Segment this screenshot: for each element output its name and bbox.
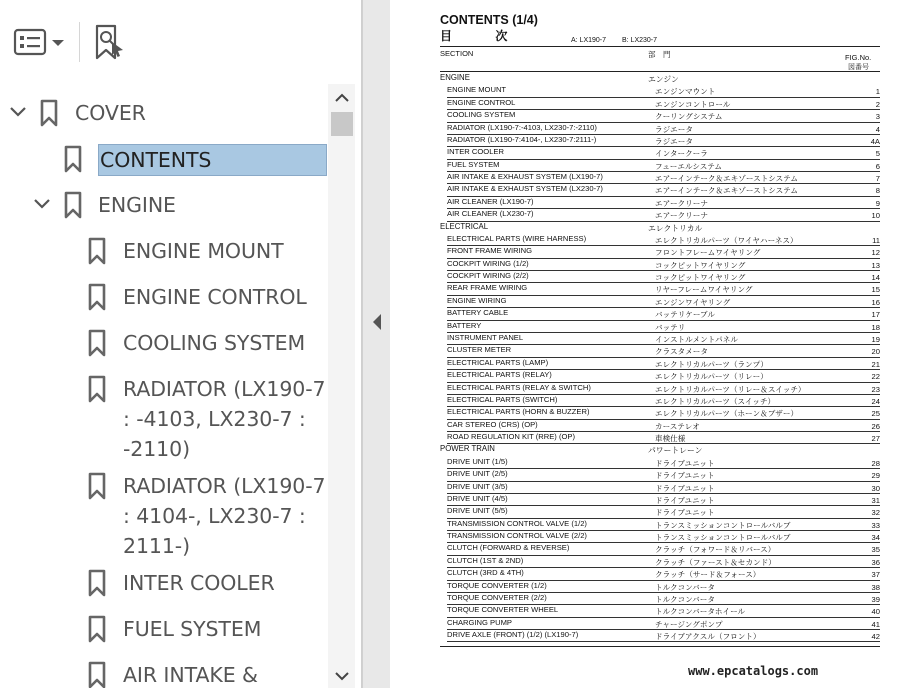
row-fig-number: 30 [871,483,880,493]
row-fig-number: 21 [871,359,880,369]
row-section-name: TORQUE CONVERTER (2/2) [447,592,547,602]
row-fig-number: 38 [871,582,880,592]
row-section-name-jp: フロントフレームワイヤリング [655,248,761,258]
row-section-name-jp: コックピットワイヤリング [655,260,746,270]
contents-row [438,432,880,444]
row-section-name-jp: エンジンマウント [655,87,716,97]
row-section-name-jp: ドライブユニット [655,495,715,505]
section-row [438,73,880,85]
row-fig-number: 33 [871,520,880,530]
row-section-name-jp: クラッチ（サード＆フォース） [655,570,761,580]
bookmark-label: AIR INTAKE & [123,663,258,687]
section-row [438,444,880,456]
row-section-name-jp: バッテリケーブル [655,310,715,320]
row-section-name-jp: トルクコンバータ [655,594,715,604]
row-section-name-jp: ドライブユニット [655,458,715,468]
row-section-name: DRIVE UNIT (3/5) [447,481,508,491]
row-section-name-jp: リヤーフレームワイヤリング [655,285,753,295]
row-section-name-jp: コックピットワイヤリング [655,273,746,283]
row-fig-number: 2 [875,99,880,109]
row-section-name-jp: バッテリ [655,322,686,332]
row-section-name: ELECTRICAL PARTS (WIRE HARNESS) [447,233,587,243]
row-section-name-jp: エレクトリカルパーツ（ランプ） [655,359,768,369]
contents-row [438,494,880,506]
row-fig-number: 28 [871,458,880,468]
page-title-jp: 目 次 [440,29,528,43]
contents-row [438,395,880,407]
row-fig-number: 4 [875,124,880,134]
watermark: www.epcatalogs.com [688,664,819,678]
bookmarks-panel [0,0,362,688]
contents-row [438,333,880,345]
bookmark-label: COOLING SYSTEM [123,331,306,355]
row-section-name: ELECTRICAL PARTS (HORN & BUZZER) [447,407,590,417]
bookmark-icon [64,145,82,173]
section-column-header: SECTION [440,49,474,58]
row-section-name: DRIVE UNIT (4/5) [447,493,508,503]
row-section-name: POWER TRAIN [440,444,495,454]
contents-row [438,457,880,469]
row-section-name-jp: クラッチ（フォワード＆リバース） [655,545,776,555]
row-fig-number: 4A [870,136,880,146]
contents-row [438,271,880,283]
row-fig-number: 3 [875,112,880,122]
row-section-name: CLUTCH (FORWARD & REVERSE) [447,543,570,553]
row-section-name-jp: エンジン [648,75,679,84]
section-row [438,222,880,234]
row-section-name: COCKPIT WIRING (1/2) [447,258,529,268]
row-section-name: INTER COOLER [447,147,504,157]
row-section-name: CAR STEREO (CRS) (OP) [447,419,538,429]
bookmark-icon [88,283,106,311]
row-fig-number: 13 [871,260,880,270]
row-fig-number: 22 [871,372,880,382]
row-section-name-jp: パワートレーン [648,446,703,456]
contents-row [438,593,880,605]
row-fig-number: 11 [872,235,880,245]
row-section-name-jp: インタークーラ [655,149,708,159]
row-section-name: COCKPIT WIRING (2/2) [447,271,529,281]
contents-row [438,98,880,110]
row-fig-number: 14 [871,273,880,283]
fig-column-header-jp: 図番号 [848,64,869,71]
contents-row [438,420,880,432]
row-section-name-jp: チャージングポンプ [655,619,723,629]
row-fig-number: 9 [875,198,880,208]
contents-row [438,618,880,630]
row-fig-number: 17 [871,310,880,320]
contents-row [438,605,880,617]
row-section-name: INSTRUMENT PANEL [447,332,524,342]
row-section-name: ELECTRICAL PARTS (RELAY & SWITCH) [447,382,591,392]
row-section-name: AIR INTAKE & EXHAUST SYSTEM (LX230-7) [447,184,603,194]
bookmark-icon [88,237,106,265]
row-fig-number: 15 [871,285,880,295]
row-section-name-jp: エアーインテーク＆エキゾーストシステム [655,174,798,184]
contents-row [438,519,880,531]
bookmark-label: RADIATOR (LX190-7 : -4103, LX230-7 : -2110) [123,377,326,461]
row-section-name-jp: クーリングシステム [655,112,723,122]
row-section-name: DRIVE UNIT (5/5) [447,506,508,516]
row-fig-number: 31 [871,495,880,505]
row-fig-number: 5 [875,149,880,159]
find-bookmark-button[interactable] [90,22,130,62]
contents-row [438,407,880,419]
row-fig-number: 19 [871,334,880,344]
scroll-thumb[interactable] [331,112,353,136]
row-section-name: ENGINE MOUNT [447,85,507,95]
bookmark-label: FUEL SYSTEM [123,617,262,641]
row-section-name: AIR INTAKE & EXHAUST SYSTEM (LX190-7) [447,172,603,182]
contents-row [438,383,880,395]
row-section-name: ENGINE WIRING [447,295,507,305]
contents-row [438,147,880,159]
row-fig-number: 37 [871,570,880,580]
header-rule-bottom [440,71,880,72]
row-fig-number: 20 [871,347,880,357]
document-page [390,0,901,688]
row-fig-number: 29 [871,471,880,481]
bookmark-label: INTER COOLER [123,571,275,595]
row-fig-number: 34 [871,533,880,543]
contents-row [438,197,880,209]
row-fig-number: 25 [871,409,880,419]
contents-row [438,209,880,221]
contents-row [438,184,880,196]
row-section-name-jp: ドライブユニット [655,471,715,481]
bookmark-label: ENGINE CONTROL [123,285,307,309]
bookmark-label: ENGINE [98,193,176,217]
contents-row [438,172,880,184]
row-section-name-jp: ドライブアクスル（フロント） [655,632,761,642]
row-section-name: FUEL SYSTEM [447,159,500,169]
table-end-rule [440,646,880,647]
row-section-name: CHARGING PUMP [447,617,512,627]
row-section-name: ROAD REGULATION KIT (RRE) (OP) [447,432,575,442]
row-fig-number: 16 [871,297,880,307]
row-section-name: DRIVE AXLE (FRONT) (1/2) (LX190-7) [447,630,579,640]
bookmark-label-selected: CONTENTS [98,144,327,176]
row-section-name-jp: トルクコンバータホイール [655,607,746,617]
bookmark-icon [40,99,58,127]
row-fig-number: 24 [871,396,880,406]
row-section-name: ELECTRICAL PARTS (SWITCH) [447,394,558,404]
model-b-note: B: LX230-7 [622,37,658,44]
contents-row [438,234,880,246]
toolbar-separator [79,22,80,62]
row-section-name: FRONT FRAME WIRING [447,246,533,256]
row-section-name-jp: エレクトリカル [648,223,703,233]
contents-row [438,630,880,642]
row-fig-number: 42 [871,632,880,642]
row-fig-number: 8 [875,186,880,196]
scroll-up-icon[interactable] [332,90,352,106]
fig-column-header: FIG.No. [845,53,872,62]
row-section-name-jp: トランスミッションコントロールバルブ [655,533,791,543]
contents-row [438,506,880,518]
contents-row [438,160,880,172]
row-section-name: AIR CLEANER (LX230-7) [447,209,534,219]
row-fig-number: 39 [871,594,880,604]
bookmark-label: COVER [75,101,146,125]
row-section-name-jp: エアーインテーク＆エキゾーストシステム [655,186,798,196]
row-section-name: DRIVE UNIT (1/5) [447,456,508,466]
bookmark-icon [64,191,82,219]
bookmark-scrollbar[interactable] [328,84,355,688]
section-column-header-jp: 部 門 [648,50,671,59]
chevron-down-icon[interactable] [8,102,28,122]
row-section-name: COOLING SYSTEM [447,110,516,120]
bookmarks-toolbar [0,0,362,80]
row-section-name-jp: エレクトリカルパーツ（ワイヤハーネス） [655,235,798,245]
row-section-name-jp: ラジエータ [655,124,693,134]
row-section-name: TORQUE CONVERTER (1/2) [447,580,547,590]
bookmark-icon [88,472,106,500]
row-section-name: ELECTRICAL PARTS (LAMP) [447,357,549,367]
row-section-name-jp: エレクトリカルパーツ（リレー＆スイッチ） [655,384,806,394]
row-section-name-jp: クラスタメータ [655,347,708,357]
row-section-name: REAR FRAME WIRING [447,283,528,293]
row-fig-number: 36 [871,557,880,567]
bookmark-icon [88,375,106,403]
row-section-name-jp: エレクトリカルパーツ（リレー） [655,372,768,382]
row-section-name: RADIATOR (LX190-7:-4103, LX230-7:-2110) [447,122,597,132]
contents-row [438,110,880,122]
contents-row [438,85,880,97]
row-section-name-jp: カーステレオ [655,421,700,431]
contents-row [438,283,880,295]
row-fig-number: 10 [871,211,880,221]
row-section-name: CLUTCH (3RD & 4TH) [447,568,524,578]
row-section-name-jp: エアークリーナ [655,198,708,208]
row-fig-number: 27 [871,434,880,444]
bookmark-icon [88,569,106,597]
bookmark-icon [88,661,106,688]
row-fig-number: 7 [875,174,880,184]
row-fig-number: 41 [871,619,880,629]
row-fig-number: 26 [871,421,880,431]
row-section-name: TRANSMISSION CONTROL VALVE (1/2) [447,518,587,528]
row-section-name-jp: エレクトリカルパーツ（ホーン＆ブザー） [655,409,799,419]
contents-row [438,358,880,370]
row-section-name: DRIVE UNIT (2/5) [447,469,508,479]
contents-row [438,556,880,568]
bookmark-label: RADIATOR (LX190-7 : 4104-, LX230-7 : 2111-) [123,474,326,558]
header-rule-top [440,46,880,47]
row-underline [447,641,880,642]
bookmark-tree [0,84,328,688]
chevron-down-icon[interactable] [32,194,52,214]
row-section-name: CLUTCH (1ST & 2ND) [447,555,524,565]
contents-row [438,259,880,271]
row-fig-number: 35 [871,545,880,555]
row-section-name-jp: エアークリーナ [655,211,708,221]
row-section-name: BATTERY CABLE [447,308,509,318]
row-section-name: TRANSMISSION CONTROL VALVE (2/2) [447,531,587,541]
row-section-name-jp: トルクコンバータ [655,582,715,592]
row-section-name-jp: エンジンワイヤリング [655,297,731,307]
contents-row [438,296,880,308]
collapse-panel-bar[interactable] [362,0,390,688]
row-section-name: BATTERY [447,320,482,330]
collapse-panel-icon [371,313,383,331]
row-fig-number: 18 [871,322,880,332]
bookmark-icon [88,615,106,643]
row-section-name-jp: クラッチ（ファースト＆セカンド） [655,557,776,567]
row-section-name-jp: ドライブユニット [655,483,715,493]
row-section-name: ELECTRICAL [440,221,489,231]
contents-row [438,345,880,357]
model-a-note: A: LX190-7 [571,37,607,44]
options-menu-button[interactable] [12,22,68,62]
contents-row [438,370,880,382]
find-bookmark-icon [90,22,130,62]
row-fig-number: 40 [871,607,880,617]
row-section-name-jp: ラジエータ [655,136,693,146]
scroll-down-icon[interactable] [332,668,352,684]
row-fig-number: 6 [875,161,880,171]
row-section-name-jp: フューエルシステム [655,161,723,171]
bookmark-label: ENGINE MOUNT [123,239,284,263]
contents-row [438,581,880,593]
page-title: CONTENTS (1/4) [440,13,538,27]
row-section-name-jp: エレクトリカルパーツ（スイッチ） [655,396,776,406]
contents-row [438,469,880,481]
row-fig-number: 32 [871,508,880,518]
contents-row [438,246,880,258]
row-section-name: ENGINE CONTROL [447,97,516,107]
contents-row [438,543,880,555]
row-fig-number: 12 [871,248,880,258]
row-section-name: RADIATOR (LX190-7:4104-, LX230-7:2111-) [447,134,597,144]
contents-row [438,308,880,320]
row-section-name: ENGINE [440,73,470,82]
row-section-name: AIR CLEANER (LX190-7) [447,196,534,206]
row-section-name: CLUSTER METER [447,345,512,355]
row-fig-number: 23 [871,384,880,394]
contents-row [438,135,880,147]
row-fig-number: 1 [875,87,880,97]
row-section-name: TORQUE CONVERTER WHEEL [447,605,559,615]
contents-row [438,568,880,580]
options-menu-icon [12,22,68,62]
contents-row [438,321,880,333]
row-section-name-jp: トランスミッションコントロールバルブ [655,520,791,530]
row-section-name-jp: ドライブユニット [655,508,715,518]
contents-row [438,531,880,543]
bookmark-icon [88,329,106,357]
contents-row [438,123,880,135]
row-section-name-jp: インストルメントパネル [655,334,738,344]
row-section-name-jp: 車検仕様 [655,434,686,444]
row-section-name: ELECTRICAL PARTS (RELAY) [447,370,552,380]
contents-row [438,482,880,494]
row-section-name-jp: エンジンコントロール [655,99,731,109]
